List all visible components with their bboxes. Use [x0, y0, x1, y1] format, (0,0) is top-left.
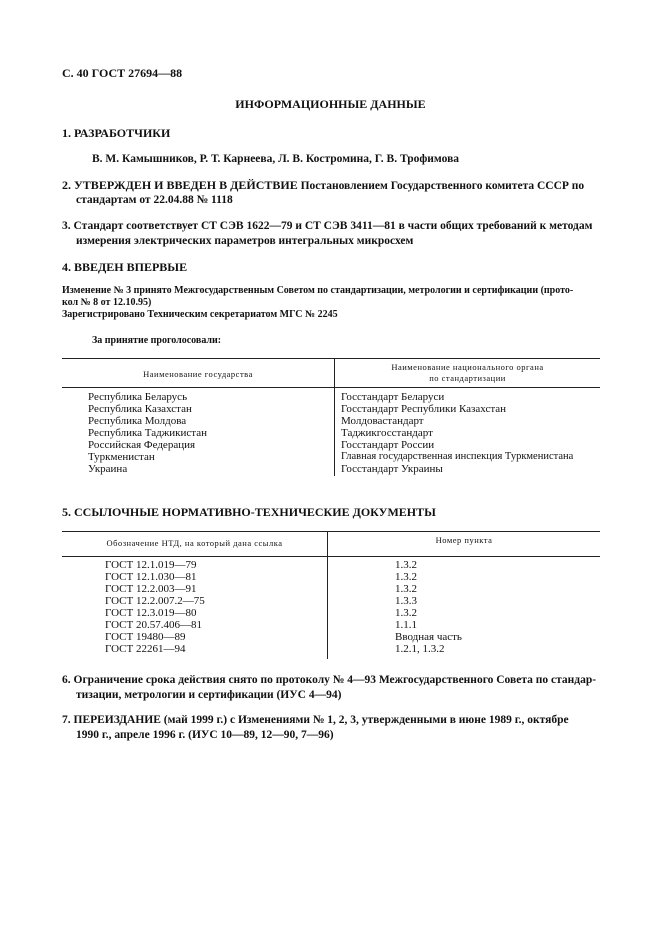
table2-top-rule	[62, 531, 600, 532]
table2-row-doc: ГОСТ 20.57.406—81	[105, 619, 202, 631]
table2-row-item: Вводная часть	[395, 631, 462, 643]
table1-row-state: Российская Федерация	[88, 439, 196, 451]
table1-col2	[341, 391, 600, 475]
table1-row-state: Республика Казахстан	[88, 403, 192, 415]
table2-col2-header: Номер пункта	[435, 535, 493, 545]
section-4-registered: Зарегистрировано Техническим секретариатом МГС № 2245	[62, 309, 338, 320]
section-2-text: Постановлением Государственного комитета СССР по	[300, 180, 585, 192]
section-2	[62, 178, 602, 194]
section-1-heading: 1. РАЗРАБОТЧИКИ	[62, 126, 171, 140]
table1-row-state: Республика Таджикистан	[88, 427, 207, 439]
table1-row-state: Туркменистан	[88, 451, 155, 463]
section-6-line1: 6. Ограничение срока действия снято по протоколу № 4—93 Межгосударственного Совета по стандар-	[62, 674, 597, 686]
table1-row-body: Госстандарт Беларуси	[341, 391, 445, 403]
table1-col2-header-line1: Наименование национального органа	[391, 362, 544, 372]
table1-row-state: Республика Молдова	[88, 415, 187, 427]
table1-col2-header-line2: по стандартизации	[429, 373, 506, 383]
table2-row-doc: ГОСТ 12.2.007.2—75	[105, 595, 205, 607]
table1-row-body: Госстандарт Украины	[341, 463, 443, 475]
table1-row-body: Госстандарт России	[341, 439, 435, 451]
section-3-line1: 3. Стандарт соответствует СТ СЭВ 1622—79 и СТ СЭВ 3411—81 в части общих требований к методам	[62, 220, 593, 232]
section-3-line2: измерения электрических параметров интегральных микросхем	[76, 235, 414, 247]
section-4-change-line2: кол № 8 от 12.10.95)	[62, 297, 152, 308]
table1-row-body: Главная государственная инспекция Туркменистана	[341, 451, 574, 462]
section-1-authors: В. М. Камышников, Р. Т. Карнеева, Л. В. Костромина, Г. В. Трофимова	[92, 153, 460, 165]
table2-row-doc: ГОСТ 12.2.003—91	[105, 583, 197, 595]
section-7-line2: 1990 г., апреле 1996 г. (ИУС 10—89, 12—90, 7—96)	[76, 729, 334, 741]
section-4-voted: За принятие проголосовали:	[92, 335, 222, 346]
section-4-change-line1: Изменение № 3 принято Межгосударственным Советом по стандартизации, метрологии и сертификации (прото-	[62, 285, 574, 296]
table2-col1	[105, 559, 205, 655]
table1-top-rule	[62, 358, 600, 359]
table1-header-rule	[62, 387, 600, 388]
table1-col1-header: Наименование государства	[143, 369, 253, 379]
table2-row-item: 1.3.2	[395, 571, 417, 583]
table2-row-item: 1.1.1	[395, 619, 417, 631]
table2-row-item: 1.3.2	[395, 583, 417, 595]
table1-row-body: Молдовастандарт	[341, 415, 424, 427]
table2-row-item: 1.3.3	[395, 595, 417, 607]
table2-row-item: 1.3.2	[395, 607, 417, 619]
table2-col2	[395, 559, 462, 655]
section-2-line2: стандартам от 22.04.88 № 1118	[76, 194, 233, 206]
table1-col2-header	[335, 362, 600, 384]
section-6-line2: тизации, метрологии и сертификации (ИУС 4—94)	[76, 689, 342, 701]
table2-row-item: 1.2.1, 1.3.2	[395, 643, 445, 655]
section-5-heading: 5. ССЫЛОЧНЫЕ НОРМАТИВНО-ТЕХНИЧЕСКИЕ ДОКУМЕНТЫ	[62, 505, 436, 519]
page-title: ИНФОРМАЦИОННЫЕ ДАННЫЕ	[235, 97, 426, 111]
table1-row-body: Таджикгосстандарт	[341, 427, 433, 439]
table2-row-doc: ГОСТ 12.1.019—79	[105, 559, 197, 571]
table1-row-state: Украина	[88, 463, 128, 475]
table2-row-doc: ГОСТ 12.3.019—80	[105, 607, 197, 619]
section-2-heading: 2. УТВЕРЖДЕН И ВВЕДЕН В ДЕЙСТВИЕ	[62, 178, 298, 192]
table2-row-doc: ГОСТ 12.1.030—81	[105, 571, 197, 583]
table2-row-doc: ГОСТ 22261—94	[105, 643, 186, 655]
table2-header-rule	[62, 556, 600, 557]
table2-col1-header: Обозначение НТД, на который дана ссылка	[106, 538, 283, 548]
table1-row-body: Госстандарт Республики Казахстан	[341, 403, 507, 415]
page-header: С. 40 ГОСТ 27694—88	[62, 66, 183, 80]
table2-divider	[327, 531, 328, 659]
section-7-line1: 7. ПЕРЕИЗДАНИЕ (май 1999 г.) с Изменениями № 1, 2, 3, утвержденными в июне 1989 г., октябре	[62, 714, 569, 726]
table2-row-item: 1.3.2	[395, 559, 417, 571]
table1-row-state: Республика Беларусь	[88, 391, 188, 403]
table2-row-doc: ГОСТ 19480—89	[105, 631, 186, 643]
table1-col1	[88, 391, 207, 475]
section-4-heading: 4. ВВЕДЕН ВПЕРВЫЕ	[62, 260, 188, 274]
